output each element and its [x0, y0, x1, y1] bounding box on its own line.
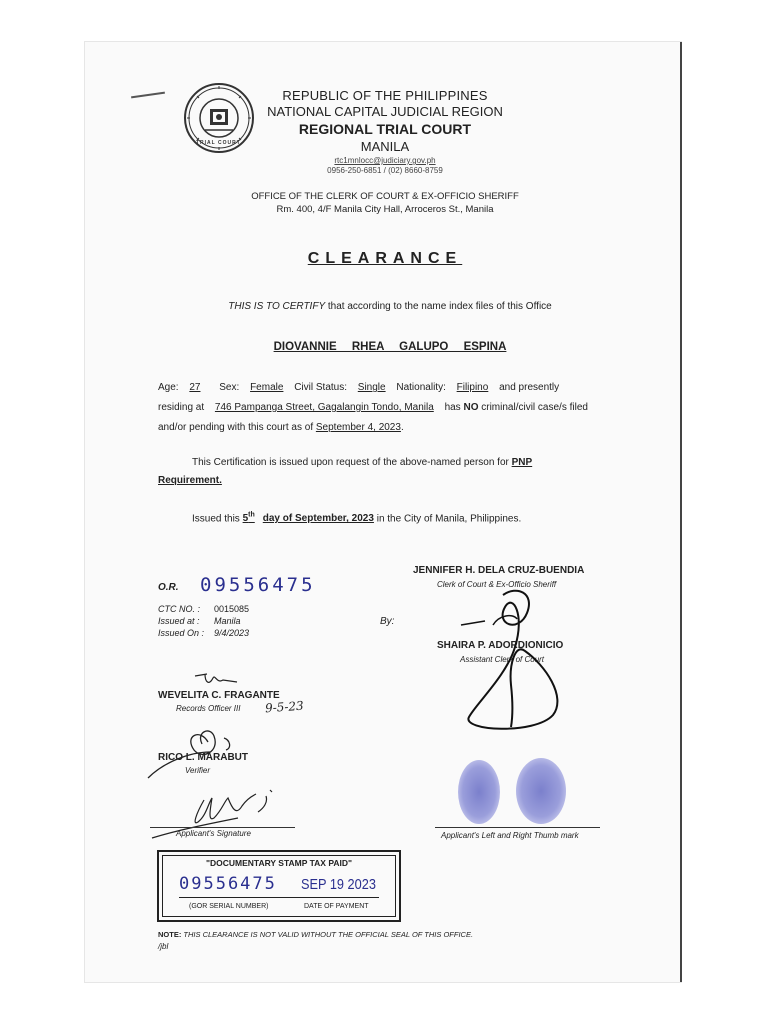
verifier-role: Verifier: [185, 766, 211, 775]
right-thumb-mark: [516, 758, 566, 824]
has-text: has: [444, 402, 461, 413]
purpose-paragraph: [158, 453, 610, 491]
issued-suffix: in the City of Manila, Philippines.: [376, 513, 522, 525]
issued-line: [158, 506, 644, 529]
by-label: By:: [380, 616, 395, 627]
clerk-role: Clerk of Court & Ex-Officio Sheriff: [437, 580, 557, 589]
age-label: Age:: [158, 382, 179, 393]
ctc-at-label: Issued at :: [158, 616, 200, 626]
stamp-date-label: DATE OF PAYMENT: [304, 903, 369, 910]
ctc-on-row: [158, 627, 249, 639]
records-initial-icon: [193, 670, 243, 690]
applicant-name: DIOVANNIE RHEA GALUPO ESPINA: [273, 341, 507, 353]
issued-day: [243, 513, 374, 524]
issued-day-suffix: th: [248, 512, 255, 519]
stamp-serial-label: (GOR SERIAL NUMBER): [189, 903, 269, 910]
issued-month-year: day of September, 2023: [262, 513, 374, 525]
ctc-block: [158, 603, 249, 639]
nationality-value: Filipino: [456, 382, 489, 393]
ctc-no-label: CTC NO. :: [158, 604, 200, 614]
ctc-no-row: [158, 603, 249, 615]
nationality-label: Nationality:: [396, 382, 446, 393]
residing-label: residing at: [158, 402, 205, 413]
details-line-2: [158, 398, 610, 418]
header-region: NATIONAL CAPITAL JUDICIAL REGION: [267, 104, 503, 119]
issued-prefix: Issued this: [192, 513, 240, 525]
typist-initials: /jbl: [158, 942, 169, 951]
ctc-no-value: 0015085: [214, 604, 250, 614]
note-label: NOTE:: [158, 930, 182, 939]
ctc-on-label: Issued On :: [158, 628, 205, 638]
document-title: CLEARANCE: [307, 250, 463, 267]
ctc-on-value: 9/4/2023: [214, 628, 250, 638]
details-paragraph: [158, 378, 610, 438]
assistant-role: Assistant Clerk of Court: [460, 655, 545, 664]
stamp-date: SEP 19 2023: [301, 876, 376, 893]
verifier-name: RICO L. MARABUT: [158, 752, 248, 763]
purpose-value-1: PNP: [511, 457, 533, 468]
no-text: NO: [463, 402, 479, 413]
header-address: Rm. 400, 4/F Manila City Hall, Arroceros St., Manila: [276, 204, 494, 215]
stamp-title: "DOCUMENTARY STAMP TAX PAID": [205, 858, 353, 868]
applicant-signature-line: [150, 827, 295, 828]
purpose-line-2: [158, 471, 610, 491]
records-role: Records Officer III: [176, 704, 241, 713]
header-court: REGIONAL TRIAL COURT: [298, 121, 472, 137]
as-of-date: September 4, 2023: [315, 422, 401, 433]
case-text: criminal/civil case/s filed: [481, 402, 588, 413]
header-office: OFFICE OF THE CLERK OF COURT & EX-OFFICIO SHERIFF: [251, 191, 519, 202]
details-line-1: [158, 378, 610, 398]
civil-status-label: Civil Status:: [294, 382, 347, 393]
certify-lead: THIS IS TO CERTIFY: [228, 301, 326, 312]
pending-text: and/or pending with this court as of: [158, 422, 314, 433]
age-value: 27: [189, 382, 201, 393]
documentary-stamp-box: [157, 850, 401, 922]
presently-text: and presently: [499, 382, 560, 393]
header-phone: 0956-250-6851 / (02) 8660-8759: [327, 166, 443, 175]
left-thumb-mark: [458, 760, 500, 824]
purpose-value-2: Requirement.: [158, 475, 222, 486]
purpose-text: This Certification is issued upon request of the above-named person for: [192, 457, 509, 468]
sex-value: Female: [250, 382, 284, 393]
header-republic: REPUBLIC OF THE PHILIPPINES: [282, 88, 488, 103]
header-email[interactable]: rtc1mnlocc@judiciary.gov.ph: [334, 156, 436, 165]
records-handwritten-date: 9-5-23: [264, 698, 305, 716]
certify-rest: that according to the name index files of this Office: [325, 301, 552, 312]
stamp-serial: 09556475: [179, 874, 277, 894]
ctc-at-row: [158, 615, 249, 627]
civil-status-value: Single: [357, 382, 386, 393]
or-number: 09556475: [200, 574, 316, 596]
issued-day-num: 5: [242, 513, 249, 525]
thumb-mark-label: Applicant's Left and Right Thumb mark: [441, 831, 579, 840]
or-label: O.R.: [158, 582, 179, 593]
stamp-rule: [179, 897, 379, 898]
sex-label: Sex:: [219, 382, 240, 393]
assistant-name: SHAIRA P. ADORDIONICIO: [437, 640, 564, 651]
details-line-3: [158, 418, 610, 438]
note-text: THIS CLEARANCE IS NOT VALID WITHOUT THE OFFICIAL SEAL OF THIS OFFICE.: [181, 930, 474, 939]
records-name: WEVELITA C. FRAGANTE: [158, 690, 280, 701]
applicant-signature-label: Applicant's Signature: [176, 829, 251, 838]
page-edge-mark: [680, 42, 682, 982]
assistant-signature-icon: [455, 585, 575, 735]
validity-note: [158, 930, 473, 939]
seal-text: TRIAL COURT: [196, 140, 241, 146]
ctc-at-value: Manila: [214, 616, 241, 626]
certify-statement: [160, 301, 620, 312]
purpose-line-1: [158, 453, 610, 473]
header-city: MANILA: [360, 139, 410, 154]
address-value: 746 Pampanga Street, Gagalangin Tondo, Manila: [214, 402, 434, 413]
period: .: [400, 422, 404, 433]
thumb-mark-line: [435, 827, 600, 828]
clerk-name: JENNIFER H. DELA CRUZ-BUENDIA: [413, 565, 585, 576]
